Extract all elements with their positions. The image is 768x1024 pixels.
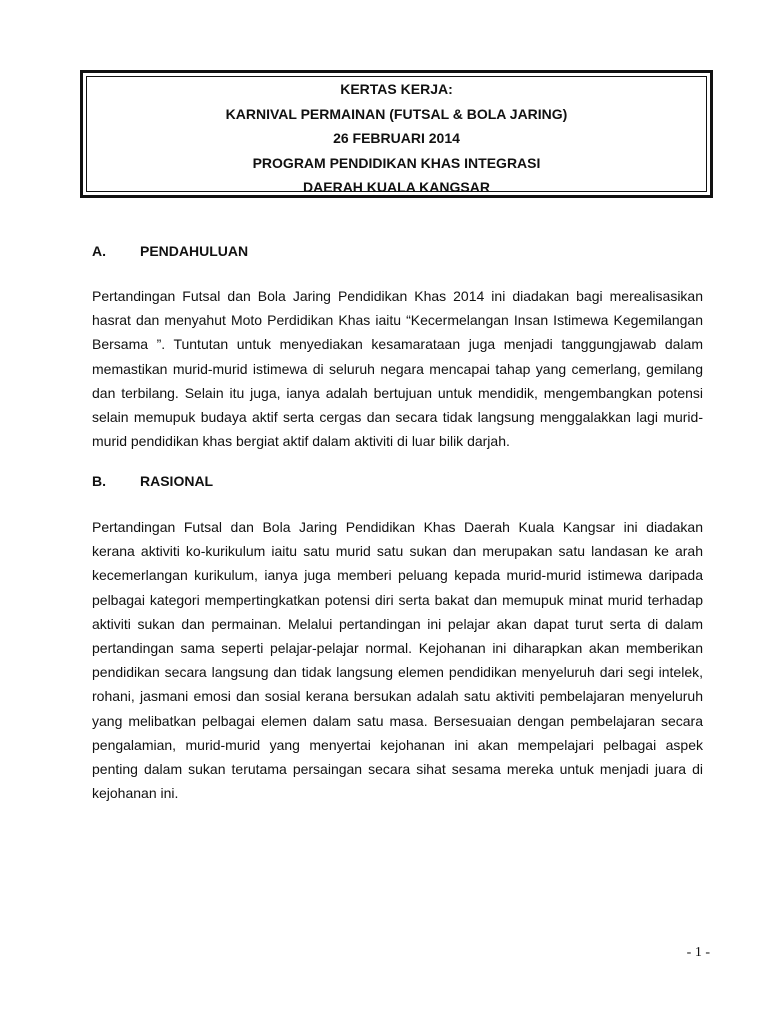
paragraph-line: pertandingan sama seperti pelajar-pelajar normal. Kejohanan ini diharapkan akan memberikan [92,639,703,656]
title-line-program: PROGRAM PENDIDIKAN KHAS INTEGRASI [252,154,541,171]
paragraph-line: rohani, jasmani emosi dan sosial kerana bersukan adalah satu aktiviti pembelajaran menyeluruh [92,688,703,705]
paragraph-line: kejohanan ini. [92,785,179,802]
title-box [80,70,713,198]
paragraph-line: kerana aktiviti ko-kurikulum iaitu satu murid satu sukan dan merupakan satu landasan ke arah [92,543,703,560]
paragraph-line: selain memupuk budaya aktif serta cergas dan secara tidak langsung menggalakkan lagi murid- [92,408,703,425]
section-heading-pendahuluan [92,241,248,261]
paragraph-line: murid pendidikan khas bergiat aktif dalam aktiviti di luar bilik darjah. [92,433,510,450]
paragraph-line: pengalamian, murid-murid yang menyertai kejohanan ini akan mempelajari pelbagai aspek [92,736,703,753]
paragraph-line: Pertandingan Futsal dan Bola Jaring Pendidikan Khas Daerah Kuala Kangsar ini diadakan [92,519,703,535]
paragraph-line: kecemerlangan kurikulum, ianya juga memberi peluang kepada murid-murid istimewa daripada [92,567,703,584]
paragraph-line: dan terbilang. Selain itu juga, ianya adalah bertujuan untuk mendidik, mengembangkan potensi [92,384,703,401]
paragraph-line: penting dalam sukan terutama persaingan secara sihat sesama mereka untuk menjadi juara di [92,760,703,777]
paragraph-pendahuluan [92,284,703,453]
title-block [83,77,710,200]
section-title: PENDAHULUAN [140,243,249,259]
page-number: - 1 - [686,945,710,960]
paragraph-line: pelbagai kategori mempertingkatkan potensi diri serta bakat dan memupuk minat murid terhadap [92,591,703,608]
paragraph-line: memastikan murid-murid istimewa di seluruh negara mencapai tahap yang cemerlang, gemilang [92,360,703,377]
title-line-date: 26 FEBRUARI 2014 [333,130,460,146]
title-line-kertas-kerja: KERTAS KERJA: [340,81,453,97]
paragraph-line: yang melibatkan pelbagai elemen dalam satu masa. Bersesuaian dengan pembelajaran secara [92,712,703,729]
paragraph-line: pendidikan secara langsung dan tidak langsung elemen pendidikan menyeluruh dari segi intelek, [92,664,703,681]
paragraph-rasional [92,515,703,805]
section-title: RASIONAL [140,473,214,489]
title-line-district: DAERAH KUALA KANGSAR [303,179,490,195]
paragraph-line: aktiviti sukan dan permainan. Melalui pertandingan ini pelajar akan dapat turut serta di dalam [92,615,703,632]
section-heading-rasional [92,471,213,491]
section-number: A. [92,243,106,259]
title-line-event-name: KARNIVAL PERMAINAN (FUTSAL & BOLA JARING) [225,105,568,122]
section-number: B. [92,473,106,489]
paragraph-line: Pertandingan Futsal dan Bola Jaring Pendidikan Khas 2014 ini diadakan bagi merealisasikan [92,288,703,304]
paragraph-line: Bersama ”. Tuntutan untuk menyediakan kesamarataan juga menjadi tanggungjawab dalam [92,336,703,353]
paragraph-line: hasrat dan menyahut Moto Perdidikan Khas iaitu “Kecermelangan Insan Istimewa Kegemilangan [92,312,703,329]
